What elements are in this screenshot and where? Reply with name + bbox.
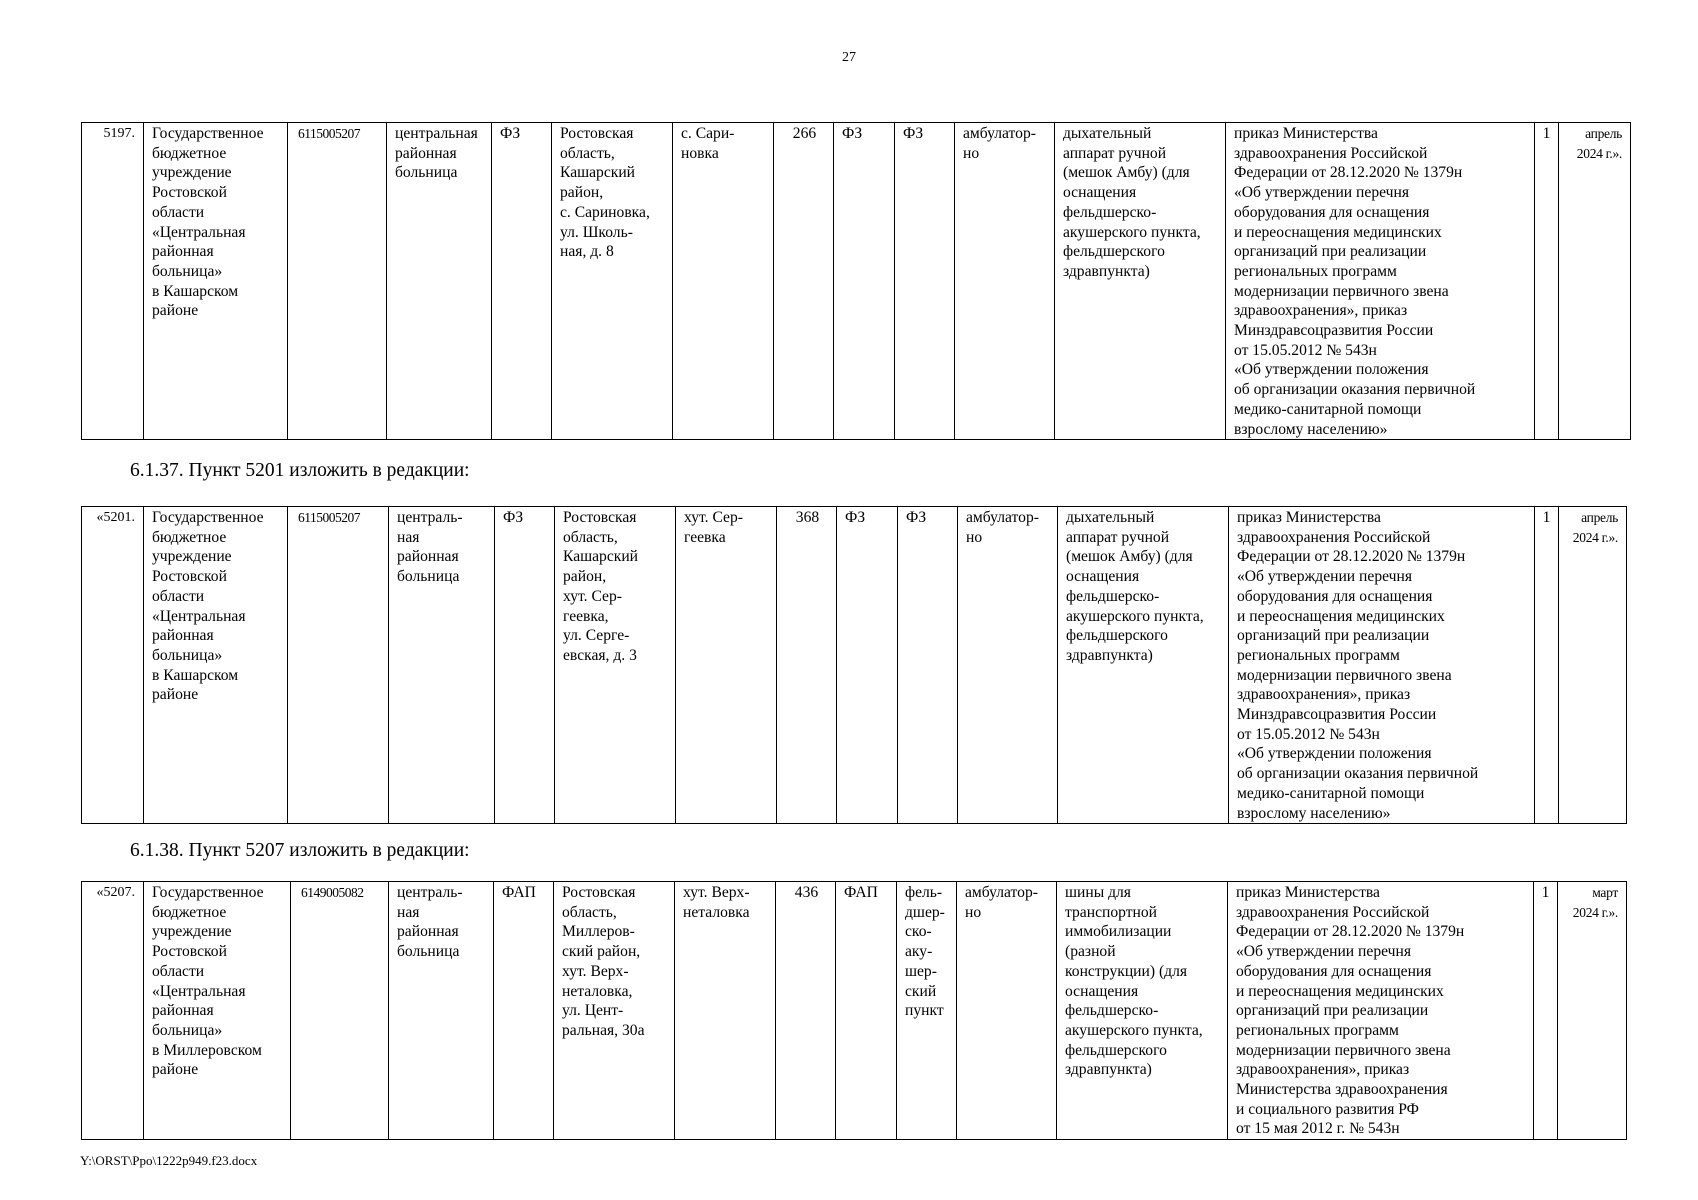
- equipment: шины для транспортной иммобилизации (разной конструкции) (для оснащения фельдшерско- акушерского пункта, фельдшерского здравпункта): [1057, 882, 1228, 1140]
- table-row: [82, 882, 1627, 1140]
- quantity: 1: [1535, 123, 1559, 440]
- population: 266: [774, 123, 834, 440]
- table-row: [82, 123, 1631, 440]
- record-table-5207: [81, 881, 1627, 1140]
- record-table-5197: [81, 122, 1631, 440]
- deadline: апрель 2024 г.».: [1559, 123, 1631, 440]
- legal-basis: приказ Министерства здравоохранения Российской Федерации от 28.12.2020 № 1379н «Об утверждении перечня оборудования для оснащения и переоснащения медицинских организаций при реализации региональных программ модернизации первичного звена здравоохранения», приказ Минздравсоцразвития России от 15.05.2012 № 543н «Об утверждении положения об организации оказания первичной медико-санитарной помощи взрослому населению»: [1226, 123, 1535, 440]
- facility-type: ФЗ: [898, 507, 958, 824]
- record-table-5201: [81, 506, 1627, 824]
- address: Ростовская область, Кашарский район, с. Сариновка, ул. Школь- ная, д. 8: [552, 123, 673, 440]
- population: 436: [776, 882, 836, 1140]
- legal-basis: приказ Министерства здравоохранения Российской Федерации от 28.12.2020 № 1379н «Об утверждении перечня оборудования для оснащения и переоснащения медицинских организаций при реализации региональных программ модернизации первичного звена здравоохранения», приказ Министерства здравоохранения и социального развития РФ от 15 мая 2012 г. № 543н: [1228, 882, 1534, 1140]
- legal-basis: приказ Министерства здравоохранения Российской Федерации от 28.12.2020 № 1379н «Об утверждении перечня оборудования для оснащения и переоснащения медицинских организаций при реализации региональных программ модернизации первичного звена здравоохранения», приказ Минздравсоцразвития России от 15.05.2012 № 543н «Об утверждении положения об организации оказания первичной медико-санитарной помощи взрослому населению»: [1229, 507, 1535, 824]
- row-number: 5197.: [82, 123, 144, 440]
- address: Ростовская область, Кашарский район, хут. Сер- геевка, ул. Серге- евская, д. 3: [555, 507, 676, 824]
- facility: ФАП: [836, 882, 897, 1140]
- quantity: 1: [1535, 507, 1559, 824]
- population: 368: [777, 507, 837, 824]
- address: Ростовская область, Миллеров- ский район, хут. Верх- неталовка, ул. Цент- ральная, 30а: [554, 882, 675, 1140]
- deadline: март 2024 г.».: [1558, 882, 1627, 1140]
- table-row: [82, 507, 1627, 824]
- inn-code: 6149005082: [291, 882, 389, 1140]
- settlement: хут. Верх- неталовка: [675, 882, 776, 1140]
- inn-code: 6115005207: [288, 507, 389, 824]
- row-number: «5201.: [82, 507, 144, 824]
- unit-type: ФАП: [494, 882, 554, 1140]
- organization-type: централь- ная районная больница: [389, 882, 494, 1140]
- care-conditions: амбулатор- но: [958, 507, 1058, 824]
- facility-type: фель- дшер- ско- аку- шер- ский пункт: [897, 882, 957, 1140]
- organization-type: центральная районная больница: [387, 123, 492, 440]
- care-conditions: амбулатор- но: [955, 123, 1055, 440]
- facility: ФЗ: [834, 123, 895, 440]
- care-conditions: амбулатор- но: [957, 882, 1057, 1140]
- quantity: 1: [1534, 882, 1558, 1140]
- page-number: 27: [842, 50, 856, 65]
- unit-type: ФЗ: [495, 507, 555, 824]
- organization-name: Государственное бюджетное учреждение Ростовской области «Центральная районная больница» в Кашарском районе: [144, 123, 288, 440]
- facility-type: ФЗ: [895, 123, 955, 440]
- footer-file-path: Y:\ORST\Ppo\1222p949.f23.docx: [80, 1153, 258, 1168]
- instruction-paragraph: 6.1.37. Пункт 5201 изложить в редакции:: [130, 460, 470, 481]
- instruction-paragraph: 6.1.38. Пункт 5207 изложить в редакции:: [130, 840, 470, 861]
- inn-code: 6115005207: [288, 123, 387, 440]
- unit-type: ФЗ: [492, 123, 552, 440]
- equipment: дыхательный аппарат ручной (мешок Амбу) (для оснащения фельдшерско- акушерского пункта, фельдшерского здравпункта): [1055, 123, 1226, 440]
- organization-name: Государственное бюджетное учреждение Ростовской области «Центральная районная больница» в Кашарском районе: [144, 507, 288, 824]
- settlement: хут. Сер- геевка: [676, 507, 777, 824]
- settlement: с. Сари- новка: [673, 123, 774, 440]
- organization-name: Государственное бюджетное учреждение Ростовской области «Центральная районная больница» в Миллеровском районе: [144, 882, 291, 1140]
- organization-type: централь- ная районная больница: [389, 507, 495, 824]
- facility: ФЗ: [837, 507, 898, 824]
- equipment: дыхательный аппарат ручной (мешок Амбу) (для оснащения фельдшерско- акушерского пункта, фельдшерского здравпункта): [1058, 507, 1229, 824]
- deadline: апрель 2024 г.».: [1559, 507, 1627, 824]
- row-number: «5207.: [82, 882, 144, 1140]
